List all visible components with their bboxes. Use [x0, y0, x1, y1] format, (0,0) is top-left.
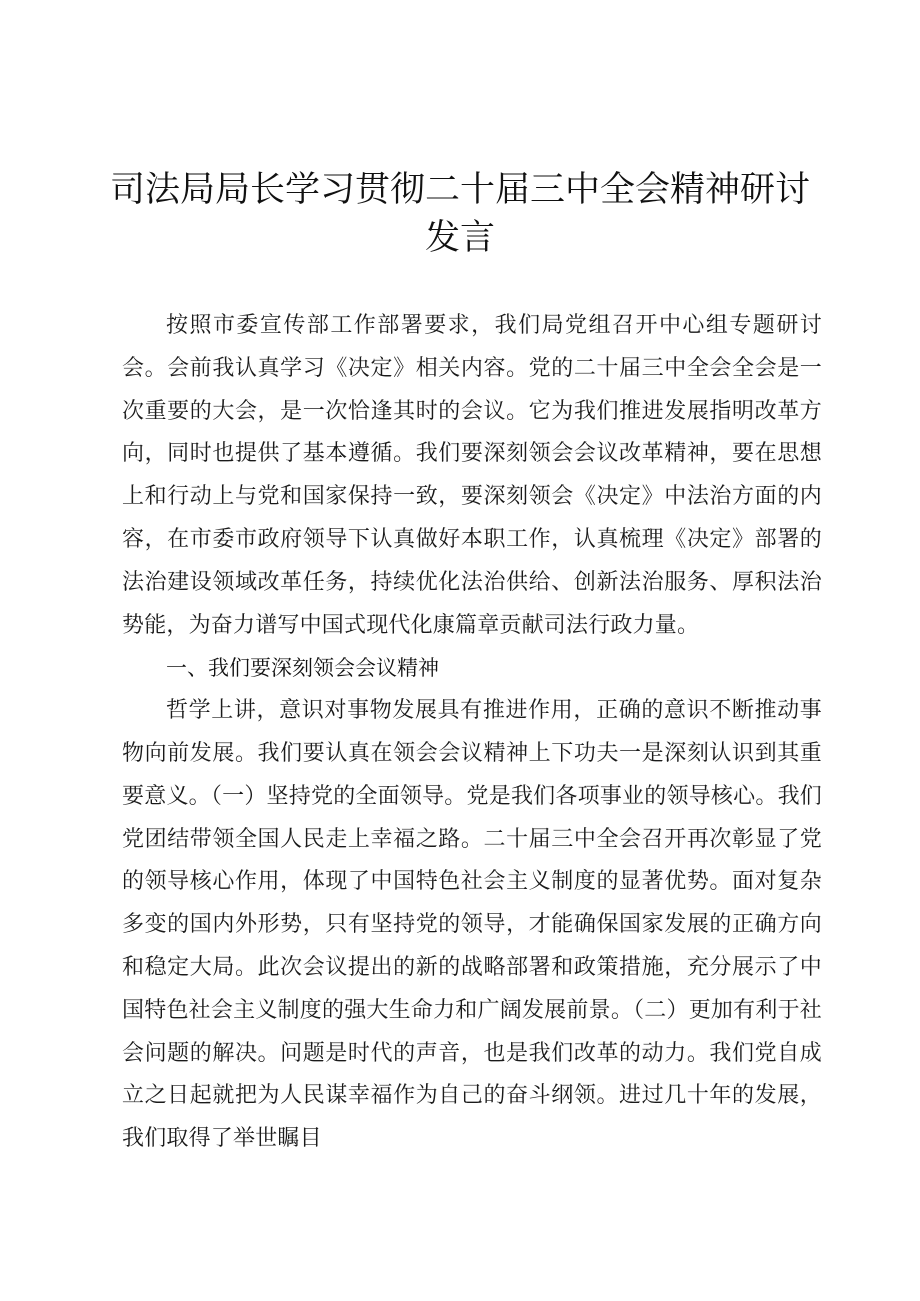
section-heading-1: 一、我们要深刻领会会议精神	[166, 656, 439, 681]
title-line-2: 发言	[424, 218, 495, 258]
title-line-1: 司法局局长学习贯彻二十届三中全会精神研讨	[109, 170, 810, 210]
document-body	[122, 305, 822, 1161]
paragraph-intro: 按照市委宣传部工作部署要求，我们局党组召开中心组专题研讨会。会前我认真学习《决定》相关内容。党的二十届三中全会全会是一次重要的大会，是一次恰逢其时的会议。它为我们推进发展指明改革方向，同时也提供了基本遵循。我们要深刻领会会议改革精神，要在思想上和行动上与党和国家保持一致，要深刻领会《决定》中法治方面的内容，在市委市政府领导下认真做好本职工作，认真梳理《决定》部署的法治建设领域改革任务，持续优化法治供给、创新法治服务、厚积法治势能，为奋力谱写中国式现代化康篇章贡献司法行政力量。	[122, 313, 822, 638]
document-title	[100, 166, 820, 262]
paragraph-section-1: 哲学上讲，意识对事物发展具有推进作用，正确的意识不断推动事物向前发展。我们要认真在领会会议精神上下功夫一是深刻认识到其重要意义。（一）坚持党的全面领导。党是我们各项事业的领导核心。我们党团结带领全国人民走上幸福之路。二十届三中全会召开再次彰显了党的领导核心作用，体现了中国特色社会主义制度的显著优势。面对复杂多变的国内外形势，只有坚持党的领导，才能确保国家发展的正确方向和稳定大局。此次会议提出的新的战略部署和政策措施，充分展示了中国特色社会主义制度的强大生命力和广阔发展前景。（二）更加有利于社会问题的解决。问题是时代的声音，也是我们改革的动力。我们党自成立之日起就把为人民谋幸福作为自己的奋斗纲领。进过几十年的发展，我们取得了举世瞩目	[122, 698, 822, 1152]
